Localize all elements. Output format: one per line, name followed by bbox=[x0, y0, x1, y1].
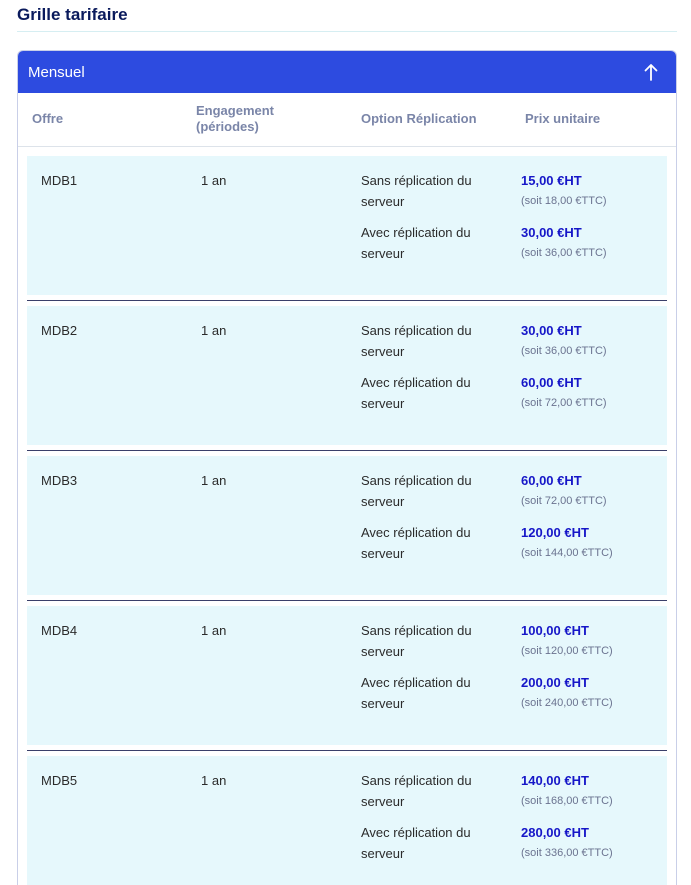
price-ht: 60,00 €HT bbox=[521, 375, 582, 390]
title-divider bbox=[17, 31, 677, 32]
engagement-value: 1 an bbox=[201, 773, 227, 788]
option-sans-replication: Sans réplication du serveur bbox=[361, 473, 472, 509]
price-sans-replication bbox=[521, 772, 613, 810]
table-row bbox=[27, 606, 667, 745]
price-ttc: (soit 336,00 €TTC) bbox=[521, 847, 613, 859]
table-row bbox=[27, 306, 667, 445]
price-sans-replication bbox=[521, 322, 607, 360]
option-avec-replication: Avec réplication du serveur bbox=[361, 525, 471, 561]
price-sans-replication bbox=[521, 472, 607, 510]
accordion-header-mensuel[interactable] bbox=[18, 51, 676, 93]
option-avec-replication: Avec réplication du serveur bbox=[361, 825, 471, 861]
table-header bbox=[18, 93, 676, 147]
price-ht: 120,00 €HT bbox=[521, 525, 589, 540]
price-ht: 140,00 €HT bbox=[521, 773, 589, 788]
column-header-engagement-line2: (périodes) bbox=[196, 119, 259, 134]
offer-name: MDB2 bbox=[41, 323, 78, 338]
price-ttc: (soit 36,00 €TTC) bbox=[521, 247, 607, 259]
option-avec-replication: Avec réplication du serveur bbox=[361, 225, 471, 261]
row-divider bbox=[27, 450, 667, 451]
price-ht: 100,00 €HT bbox=[521, 623, 589, 638]
table-row bbox=[27, 456, 667, 595]
price-sans-replication bbox=[521, 172, 607, 210]
column-header-engagement bbox=[196, 103, 274, 135]
price-sans-replication bbox=[521, 622, 613, 660]
column-header-engagement-line1: Engagement bbox=[196, 103, 275, 118]
price-ttc: (soit 144,00 €TTC) bbox=[521, 547, 613, 559]
price-ttc: (soit 36,00 €TTC) bbox=[521, 345, 607, 357]
engagement-value: 1 an bbox=[201, 623, 227, 638]
option-sans-replication: Sans réplication du serveur bbox=[361, 323, 472, 359]
price-avec-replication bbox=[521, 224, 607, 262]
offer-name: MDB3 bbox=[41, 473, 78, 488]
option-sans-replication: Sans réplication du serveur bbox=[361, 773, 472, 809]
price-ht: 280,00 €HT bbox=[521, 825, 589, 840]
price-avec-replication bbox=[521, 824, 613, 862]
price-ht: 15,00 €HT bbox=[521, 173, 582, 188]
engagement-value: 1 an bbox=[201, 473, 227, 488]
column-header-offre: Offre bbox=[32, 111, 64, 126]
price-ttc: (soit 72,00 €TTC) bbox=[521, 495, 607, 507]
engagement-value: 1 an bbox=[201, 323, 227, 338]
price-ttc: (soit 168,00 €TTC) bbox=[521, 795, 613, 807]
option-sans-replication: Sans réplication du serveur bbox=[361, 173, 472, 209]
offer-name: MDB4 bbox=[41, 623, 78, 638]
price-ht: 200,00 €HT bbox=[521, 675, 589, 690]
row-divider bbox=[27, 750, 667, 751]
price-ttc: (soit 120,00 €TTC) bbox=[521, 645, 613, 657]
row-divider bbox=[27, 300, 667, 301]
page-title: Grille tarifaire bbox=[17, 5, 128, 24]
option-sans-replication: Sans réplication du serveur bbox=[361, 623, 472, 659]
accordion-title: Mensuel bbox=[28, 63, 85, 81]
column-header-prix: Prix unitaire bbox=[525, 111, 601, 126]
price-avec-replication bbox=[521, 674, 613, 712]
price-ht: 30,00 €HT bbox=[521, 225, 582, 240]
row-divider bbox=[27, 600, 667, 601]
price-avec-replication bbox=[521, 374, 607, 412]
price-ht: 30,00 €HT bbox=[521, 323, 582, 338]
price-ttc: (soit 72,00 €TTC) bbox=[521, 397, 607, 409]
option-avec-replication: Avec réplication du serveur bbox=[361, 375, 471, 411]
table-row bbox=[27, 756, 667, 885]
offer-name: MDB5 bbox=[41, 773, 78, 788]
pricing-accordion bbox=[17, 50, 677, 885]
offer-name: MDB1 bbox=[41, 173, 78, 188]
arrow-up-icon[interactable] bbox=[644, 63, 658, 81]
price-avec-replication bbox=[521, 524, 613, 562]
engagement-value: 1 an bbox=[201, 173, 227, 188]
price-ht: 60,00 €HT bbox=[521, 473, 582, 488]
column-header-option: Option Réplication bbox=[361, 111, 477, 126]
option-avec-replication: Avec réplication du serveur bbox=[361, 675, 471, 711]
table-row bbox=[27, 156, 667, 295]
price-ttc: (soit 18,00 €TTC) bbox=[521, 195, 607, 207]
price-ttc: (soit 240,00 €TTC) bbox=[521, 697, 613, 709]
